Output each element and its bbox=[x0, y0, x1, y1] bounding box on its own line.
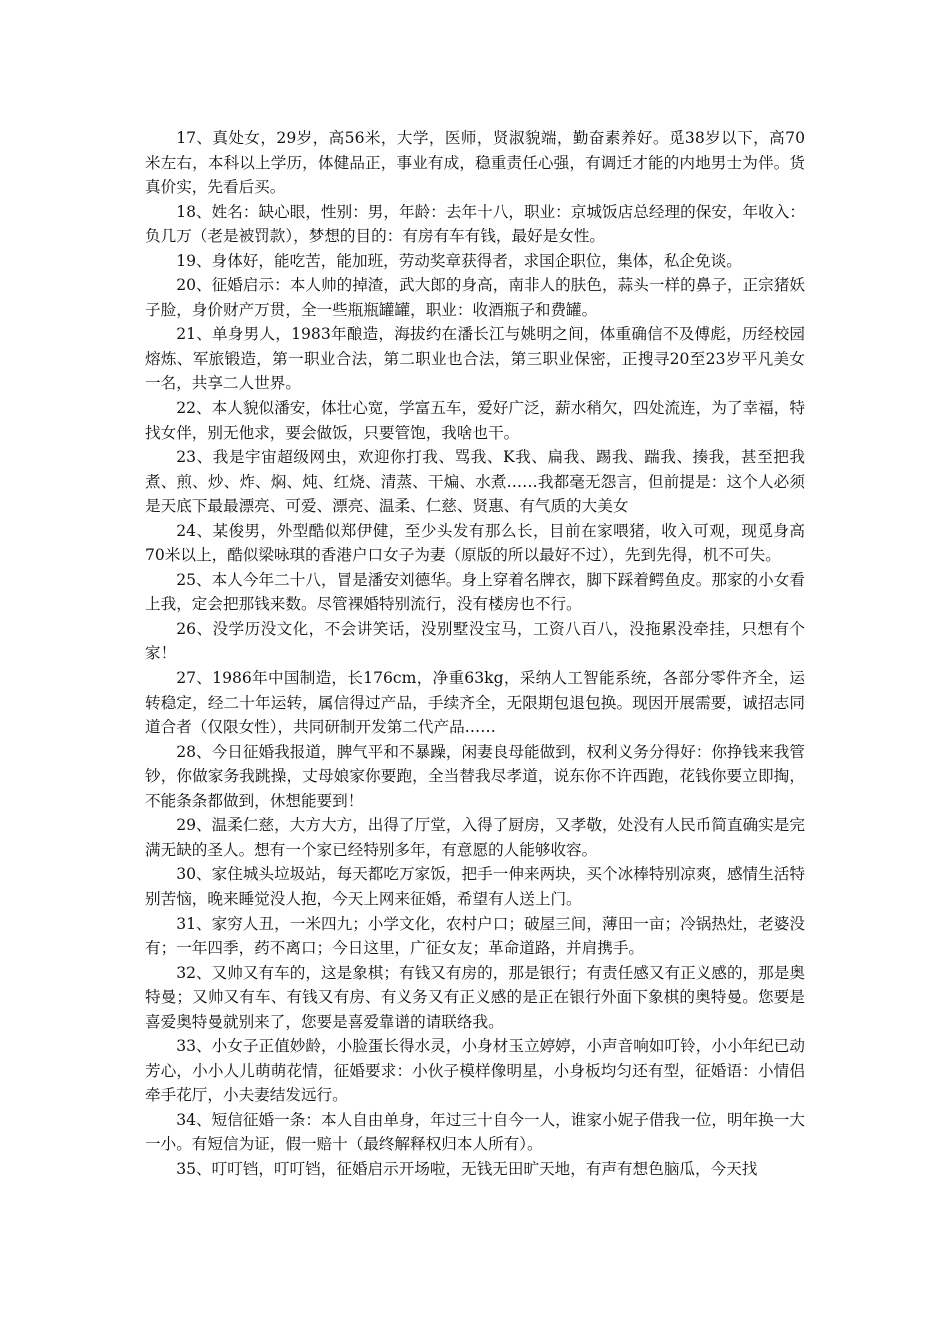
paragraph-26: 26、没学历没文化，不会讲笑话，没别墅没宝马，工资八百八，没拖累没牵挂，只想有个家！ bbox=[145, 619, 805, 663]
paragraph-32: 32、又帅又有车的，这是象棋；有钱又有房的，那是银行；有责任感又有正义感的，那是奥特曼；又帅又有车、有钱又有房、有义务又有正义感的是正在银行外面下象棋的奥特曼。您要是喜爱奥特曼就别来了，您要是喜爱靠谱的请联络我。 bbox=[145, 963, 805, 1031]
paragraph-25: 25、本人今年二十八，冒是潘安刘德华。身上穿着名牌衣，脚下踩着鳄鱼皮。那家的小女看上我，定会把那钱来数。尽管裸婚特别流行，没有楼房也不行。 bbox=[145, 570, 805, 614]
paragraph-21: 21、单身男人，1983年酿造，海拔约在潘长江与姚明之间，体重确信不及傅彪，历经校园熔炼、军旅锻造，第一职业合法，第二职业也合法，第三职业保密，正搜寻20至23岁平凡美女一名，共享二人世界。 bbox=[145, 325, 805, 393]
document-body bbox=[145, 126, 805, 1182]
paragraph-17: 17、真处女，29岁，高56米，大学，医师，贤淑貌端，勤奋素养好。觅38岁以下，高70米左右，本科以上学历，体健品正，事业有成，稳重责任心强，有调迁才能的内地男士为伴。货真价实，先看后买。 bbox=[145, 129, 805, 197]
paragraph-19: 19、身体好，能吃苦，能加班，劳动奖章获得者，求国企职位，集体，私企免谈。 bbox=[176, 251, 742, 270]
paragraph-28: 28、今日征婚我报道，脾气平和不暴躁，闲妻良母能做到，权利义务分得好：你挣钱来我管钞，你做家务我跳操，丈母娘家你要跑，全当替我尽孝道，说东你不许西跑，花钱你要立即掏，不能条条都做到，休想能要到！ bbox=[145, 742, 805, 810]
paragraph-30: 30、家住城头垃圾站，每天都吃万家饭，把手一伸来两块，买个冰棒特别凉爽，感情生活特别苦恼，晚来睡觉没人抱，今天上网来征婚，希望有人送上门。 bbox=[145, 865, 805, 908]
paragraph-35: 35、叮叮铛，叮叮铛，征婚启示开场啦，无钱无田旷天地，有声有想色脑瓜，今天找 bbox=[176, 1159, 758, 1178]
paragraph-29: 29、温柔仁慈，大方大方，出得了厅堂，入得了厨房，又孝敬，处没有人民币简直确实是完满无缺的圣人。想有一个家已经特别多年，有意愿的人能够收容。 bbox=[145, 816, 805, 859]
paragraph-24: 24、某俊男，外型酷似郑伊健，至少头发有那么长，目前在家喂猪，收入可观，现觅身高70米以上，酷似梁咏琪的香港户口女子为妻（原版的所以最好不过），先到先得，机不可失。 bbox=[145, 521, 805, 565]
paragraph-34: 34、短信征婚一条：本人自由单身，年过三十自今一人，谁家小妮子借我一位，明年换一大一小。有短信为证，假一赔十（最终解释权归本人所有）。 bbox=[145, 1110, 805, 1154]
paragraph-31: 31、家穷人丑，一米四九；小学文化，农村户口；破屋三间，薄田一亩；冷锅热灶，老婆没有；一年四季，药不离口；今日这里，广征女友；革命道路，并肩携手。 bbox=[145, 914, 805, 958]
paragraph-33: 33、小女子正值妙龄，小脸蛋长得水灵，小身材玉立婷婷，小声音响如叮铃，小小年纪已动芳心，小小人儿萌萌花情，征婚要求：小伙子模样像明星，小身板均匀还有型，征婚语：小情侣牵手花厅，小夫妻结发远行。 bbox=[145, 1037, 805, 1105]
paragraph-22: 22、本人貌似潘安，体壮心宽，学富五车，爱好广泛，薪水稍欠，四处流连，为了幸福，特找女伴，别无他求，要会做饭，只要管饱，我啥也干。 bbox=[145, 399, 805, 442]
paragraph-18: 18、姓名：缺心眼，性别：男，年龄：去年十八，职业：京城饭店总经理的保安，年收入：负几万（老是被罚款），梦想的目的：有房有车有钱，最好是女性。 bbox=[145, 202, 805, 246]
paragraph-27: 27、1986年中国制造，长176cm，净重63kg，采纳人工智能系统，各部分零件齐全，运转稳定，经二十年运转，属信得过产品，手续齐全，无限期包退包换。现因开展需要，诚招志同道合者（仅限女性），共同研制开发第二代产品…… bbox=[145, 669, 805, 737]
paragraph-23: 23、我是宇宙超级网虫，欢迎你打我、骂我、K我、扁我、踢我、踹我、揍我，甚至把我煮、煎、炒、炸、焖、炖、红烧、清蒸、干煸、水煮……我都毫无怨言，但前提是：这个人必须是天底下最最漂亮、可爱、漂亮、温柔、仁慈、贤惠、有气质的大美女 bbox=[145, 448, 805, 516]
paragraph-20: 20、征婚启示：本人帅的掉渣，武大郎的身高，南非人的肤色，蒜头一样的鼻子，正宗猪妖子脸，身价财产万贯，全一些瓶瓶罐罐，职业：收酒瓶子和费罐。 bbox=[145, 276, 805, 319]
